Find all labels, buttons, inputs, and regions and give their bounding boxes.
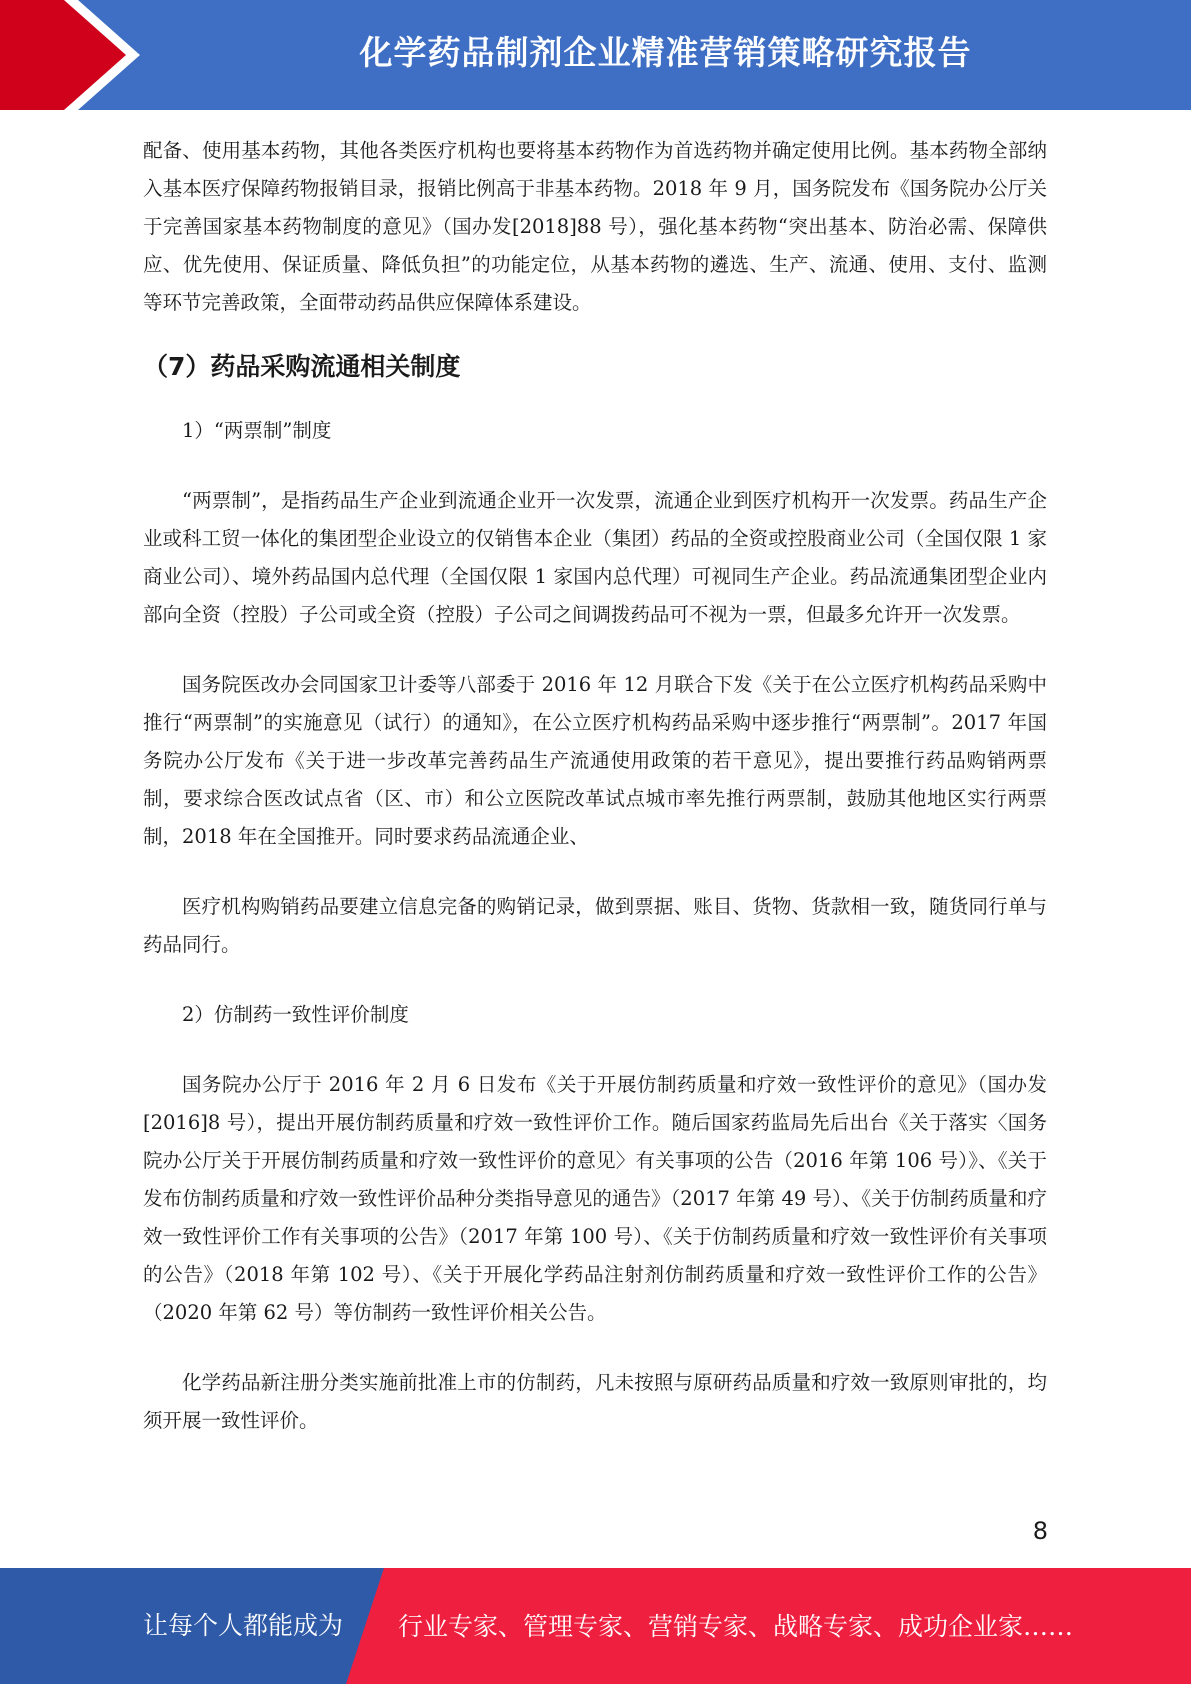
subsection-title-two-invoice: 1）“两票制”制度	[182, 419, 332, 442]
consistency-paragraph-2: 化学药品新注册分类实施前批准上市的仿制药，凡未按照与原研药品质量和疗效一致原则审批的，均须开展一致性评价。	[143, 1371, 1047, 1432]
consistency-paragraph-1: 国务院办公厅于 2016 年 2 月 6 日发布《关于开展仿制药质量和疗效一致性评价的意见》（国办发[2016]8 号），提出开展仿制药质量和疗效一致性评价工作。随后国家药监局先后出台《关于落实〈国务院办公厅关于开展仿制药质量和疗效一致性评价的意见〉有关事项的公告（2016 年第 106 号）》、《关于发布仿制药质量和疗效一致性评价品种分类指导意见的通告》（2017 年第 49 号）、《关于仿制药质量和疗效一致性评价工作有关事项的公告》（2017 年第 100 号）、《关于仿制药质量和疗效一致性评价有关事项的公告》（2018 年第 102 号）、《关于开展化学药品注射剂仿制药质量和疗效一致性评价工作的公告》（2020 年第 62 号）等仿制药一致性评价相关公告。	[143, 1073, 1047, 1324]
intro-paragraph: 配备、使用基本药物，其他各类医疗机构也要将基本药物作为首选药物并确定使用比例。基本药物全部纳入基本医疗保障药物报销目录，报销比例高于非基本药物。2018 年 9 月，国务院发布《国务院办公厅关于完善国家基本药物制度的意见》（国办发[2018]88 号），强化基本药物“突出基本、防治必需、保障供应、优先使用、保证质量、降低负担”的功能定位，从基本药物的遴选、生产、流通、使用、支付、监测等环节完善政策，全面带动药品供应保障体系建设。	[143, 139, 1047, 314]
page-header	[0, 0, 1191, 110]
section-heading: （7）药品采购流通相关制度	[143, 352, 461, 381]
two-invoice-paragraph-2: 国务院医改办会同国家卫计委等八部委于 2016 年 12 月联合下发《关于在公立医疗机构药品采购中推行“两票制”的实施意见（试行）的通知》，在公立医疗机构药品采购中逐步推行“两票制”。2017 年国务院办公厅发布《关于进一步改革完善药品生产流通使用政策的若干意见》，提出要推行药品购销两票制，要求综合医改试点省（区、市）和公立医院改革试点城市率先推行两票制，鼓励其他地区实行两票制，2018 年在全国推开。同时要求药品流通企业、	[143, 673, 1047, 848]
footer-slogan-right: 行业专家、管理专家、营销专家、战略专家、成功企业家……	[398, 1612, 1074, 1641]
document-body	[143, 132, 1047, 1440]
subsection-title-consistency: 2）仿制药一致性评价制度	[182, 1003, 409, 1026]
page-footer	[0, 1568, 1191, 1684]
header-title: 化学药品制剂企业精准营销策略研究报告	[359, 33, 972, 72]
page-number: 8	[1032, 1517, 1048, 1545]
two-invoice-paragraph-3: 医疗机构购销药品要建立信息完备的购销记录，做到票据、账目、货物、货款相一致，随货同行单与药品同行。	[143, 895, 1047, 956]
footer-slogan-left: 让每个人都能成为	[143, 1611, 344, 1640]
header-arrow-icon	[0, 0, 160, 110]
two-invoice-paragraph-1: “两票制”，是指药品生产企业到流通企业开一次发票，流通企业到医疗机构开一次发票。药品生产企业或科工贸一体化的集团型企业设立的仅销售本企业（集团）药品的全资或控股商业公司（全国仅限 1 家商业公司）、境外药品国内总代理（全国仅限 1 家国内总代理）可视同生产企业。药品流通集团型企业内部向全资（控股）子公司或全资（控股）子公司之间调拨药品可不视为一票，但最多允许开一次发票。	[143, 489, 1047, 626]
